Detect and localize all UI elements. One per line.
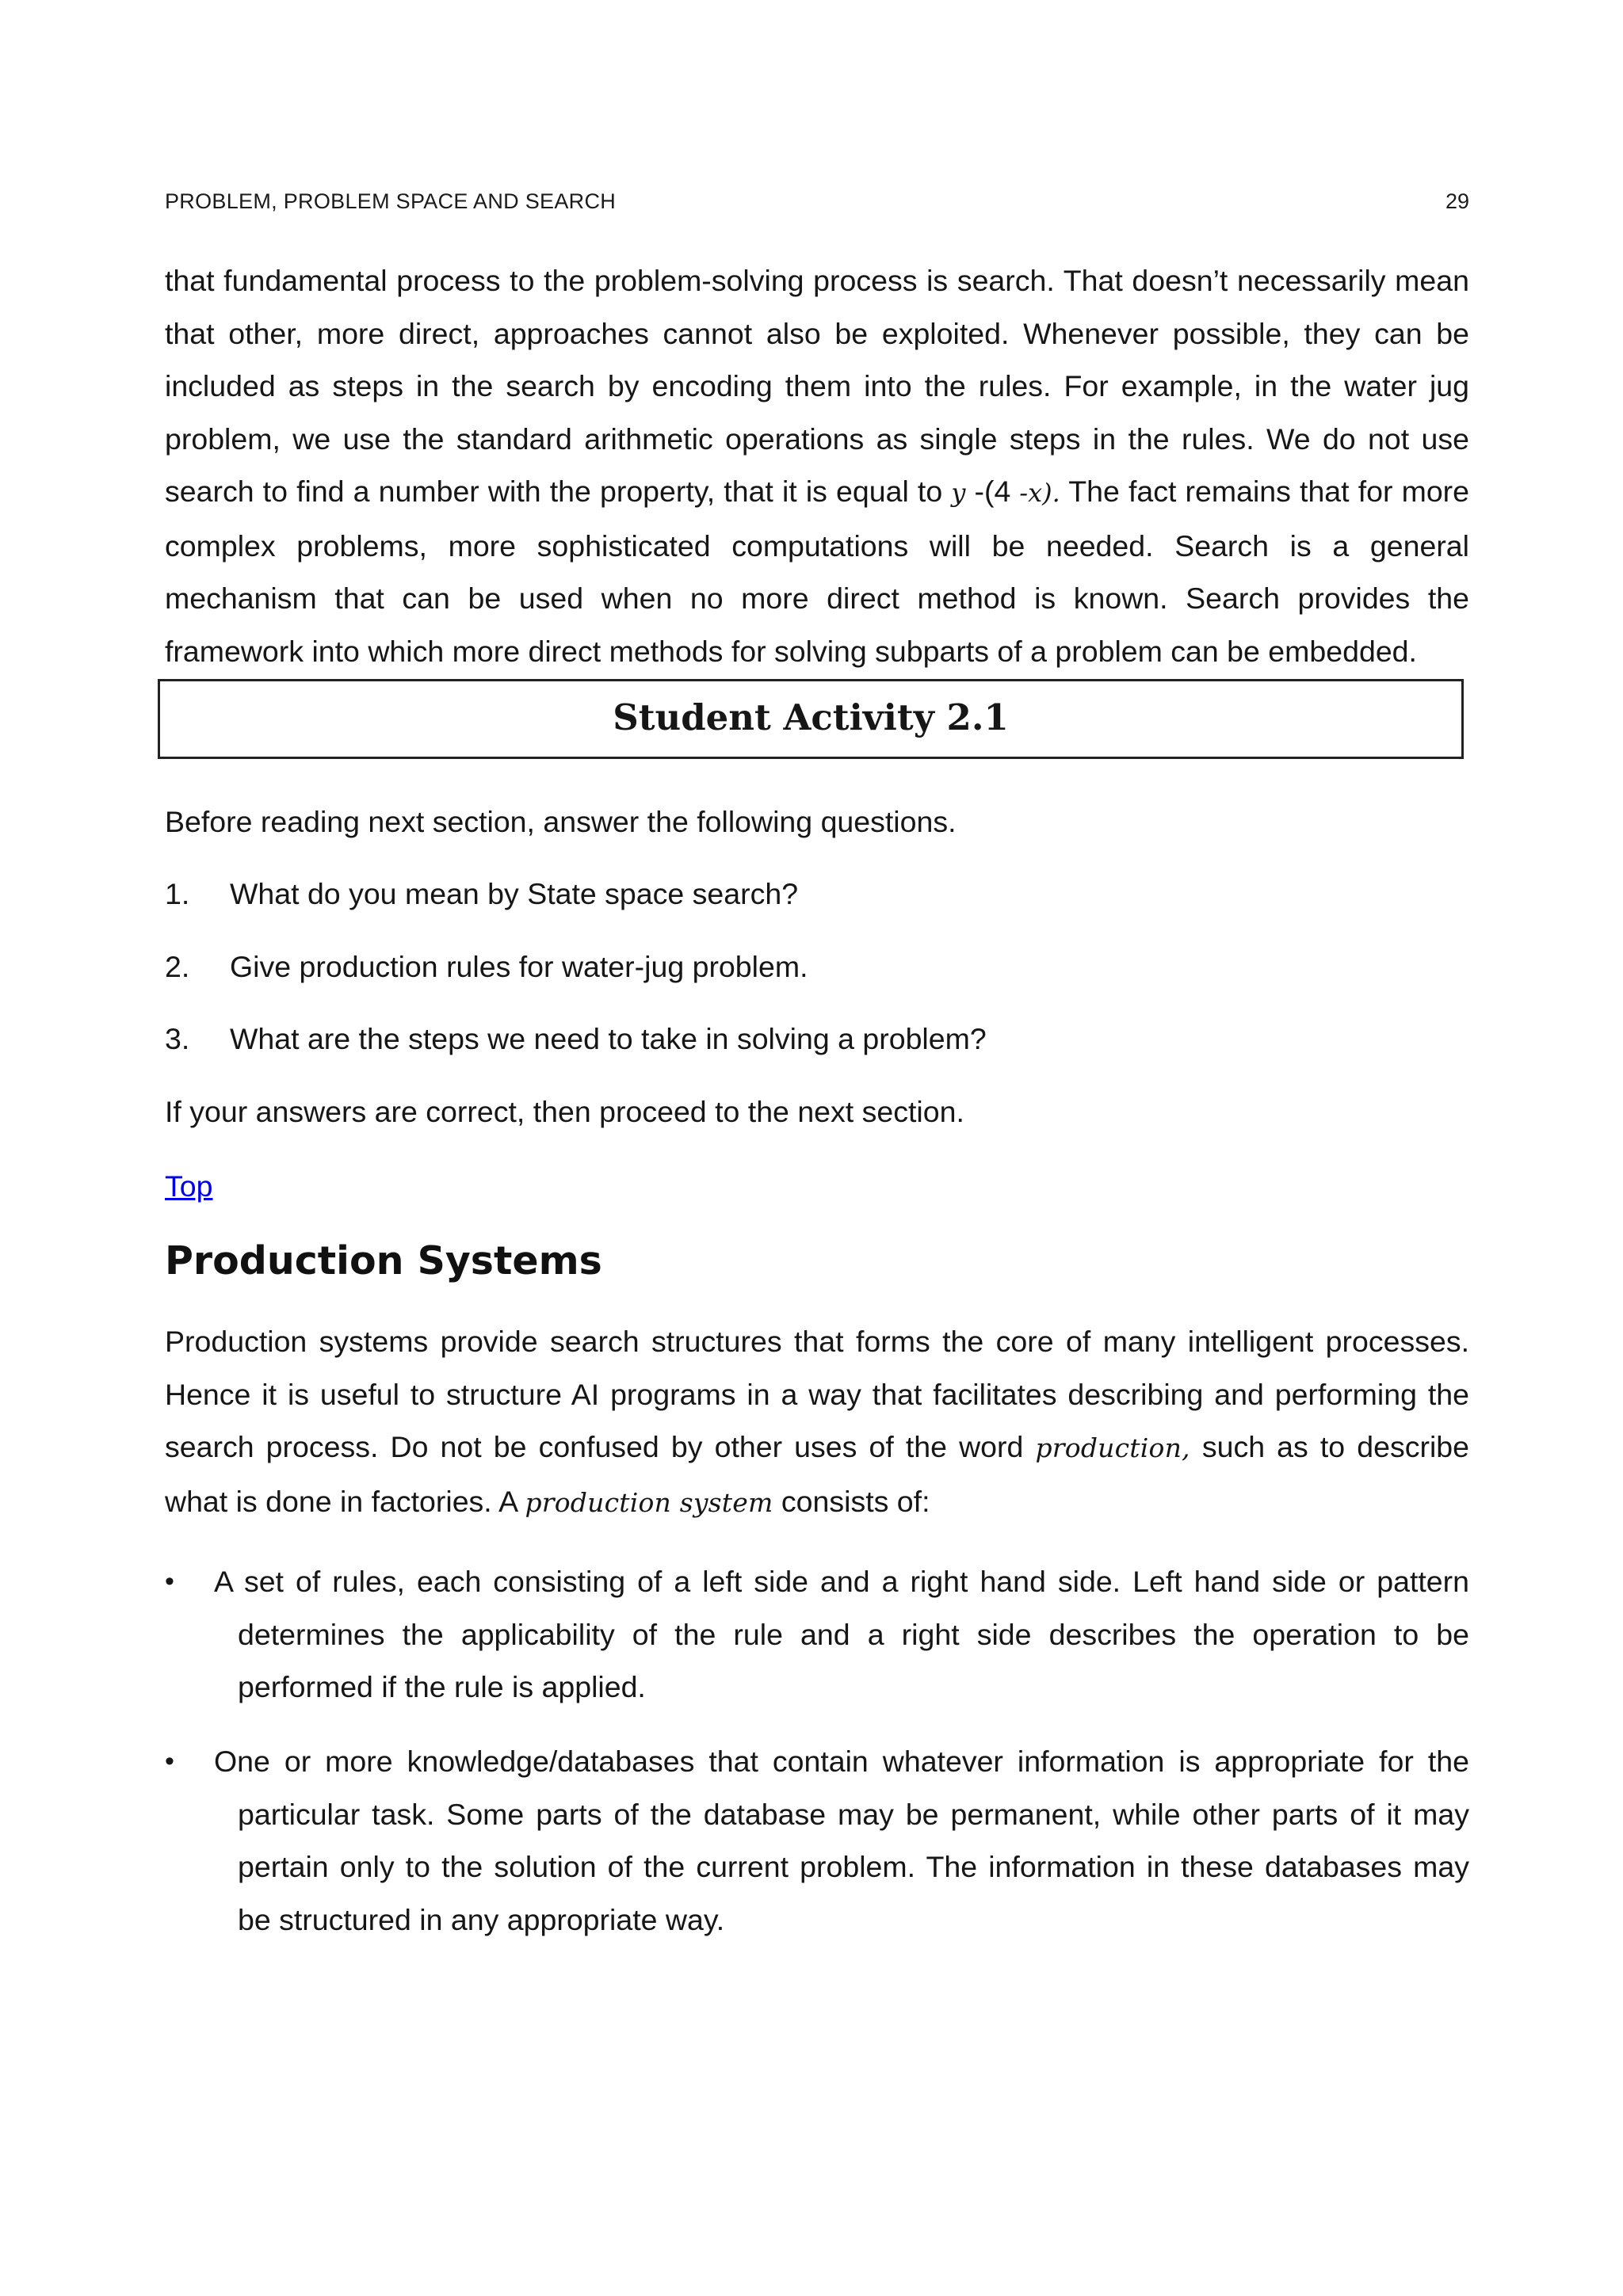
production-text-part1: Production systems provide search structures that forms the core of many intelligent processes. Hence it is useful to structure AI programs in a way that facilitates describing and performing the search process. Do not be confused by other uses of the word xyxy=(165,1325,1469,1463)
question-text: What do you mean by State space search? xyxy=(230,877,799,910)
question-item xyxy=(165,875,798,913)
script-term-production-system: production system xyxy=(525,1486,773,1518)
production-systems-paragraph xyxy=(165,1315,1469,1529)
question-number: 1. xyxy=(165,877,190,910)
math-variable-y: y xyxy=(951,478,966,508)
question-number: 2. xyxy=(165,950,190,983)
list-item xyxy=(165,1555,1469,1714)
student-activity-box xyxy=(158,679,1464,759)
bullet-list xyxy=(165,1735,1469,1946)
bullet-icon: • xyxy=(165,1746,174,1776)
intro-paragraph xyxy=(165,254,1469,677)
student-activity-title: Student Activity 2.1 xyxy=(613,696,1009,738)
list-item-text: One or more knowledge/databases that contain whatever information is appropriate for the particular task. Some parts of the database may be permanent, while other parts of it may pertain only to the solution of the current problem. The information in these databases may be structured in any appropriate way. xyxy=(214,1745,1469,1936)
math-variable-x: -x). xyxy=(1010,478,1060,508)
running-header xyxy=(165,187,1469,215)
intro-text-part2: The fact remains that for more complex problems, more sophisticated computations will be needed. Search is a general mechanism that can be used when no more direct method is known. Search provides the framework into which more direct methods for solving subparts of a problem can be embedded. xyxy=(165,475,1470,668)
bullet-icon: • xyxy=(165,1566,174,1596)
question-number: 3. xyxy=(165,1022,190,1055)
script-term-production: production, xyxy=(1035,1432,1190,1463)
section-heading: Production Systems xyxy=(165,1238,602,1283)
question-text: What are the steps we need to take in solving a problem? xyxy=(230,1022,987,1055)
page-number: 29 xyxy=(1445,189,1469,213)
bullet-list xyxy=(165,1555,1469,1714)
running-header-title: PROBLEM, PROBLEM SPACE AND SEARCH xyxy=(165,189,617,213)
question-item xyxy=(165,1020,987,1058)
production-text-part2: such as to describe what is done in factories. A xyxy=(165,1430,1469,1518)
production-text-part3: consists of: xyxy=(773,1484,930,1518)
activity-instruction: Before reading next section, answer the following questions. xyxy=(165,805,957,838)
top-link[interactable]: Top xyxy=(165,1169,213,1203)
intro-text-part1: that fundamental process to the problem-solving process is search. That doesn’t necessarily mean that other, more direct, approaches cannot also be exploited. Whenever possible, they can be included as steps in the search by encoding them into the rules. For example, in the water jug problem, we use the standard arithmetic operations as single steps in the rules. We do not use search to find a number with the property, that it is equal to xyxy=(165,264,1469,508)
math-expression: -(4 xyxy=(965,475,1011,508)
list-item-text: A set of rules, each consisting of a left side and a right hand side. Left hand side or pattern determines the applicability of the rule and a right side describes the operation to be performed if the rule is applied. xyxy=(214,1565,1469,1703)
question-text: Give production rules for water-jug problem. xyxy=(230,950,808,983)
list-item xyxy=(165,1735,1469,1946)
question-item xyxy=(165,948,808,986)
activity-closing-note: If your answers are correct, then proceed to the next section. xyxy=(165,1095,964,1128)
